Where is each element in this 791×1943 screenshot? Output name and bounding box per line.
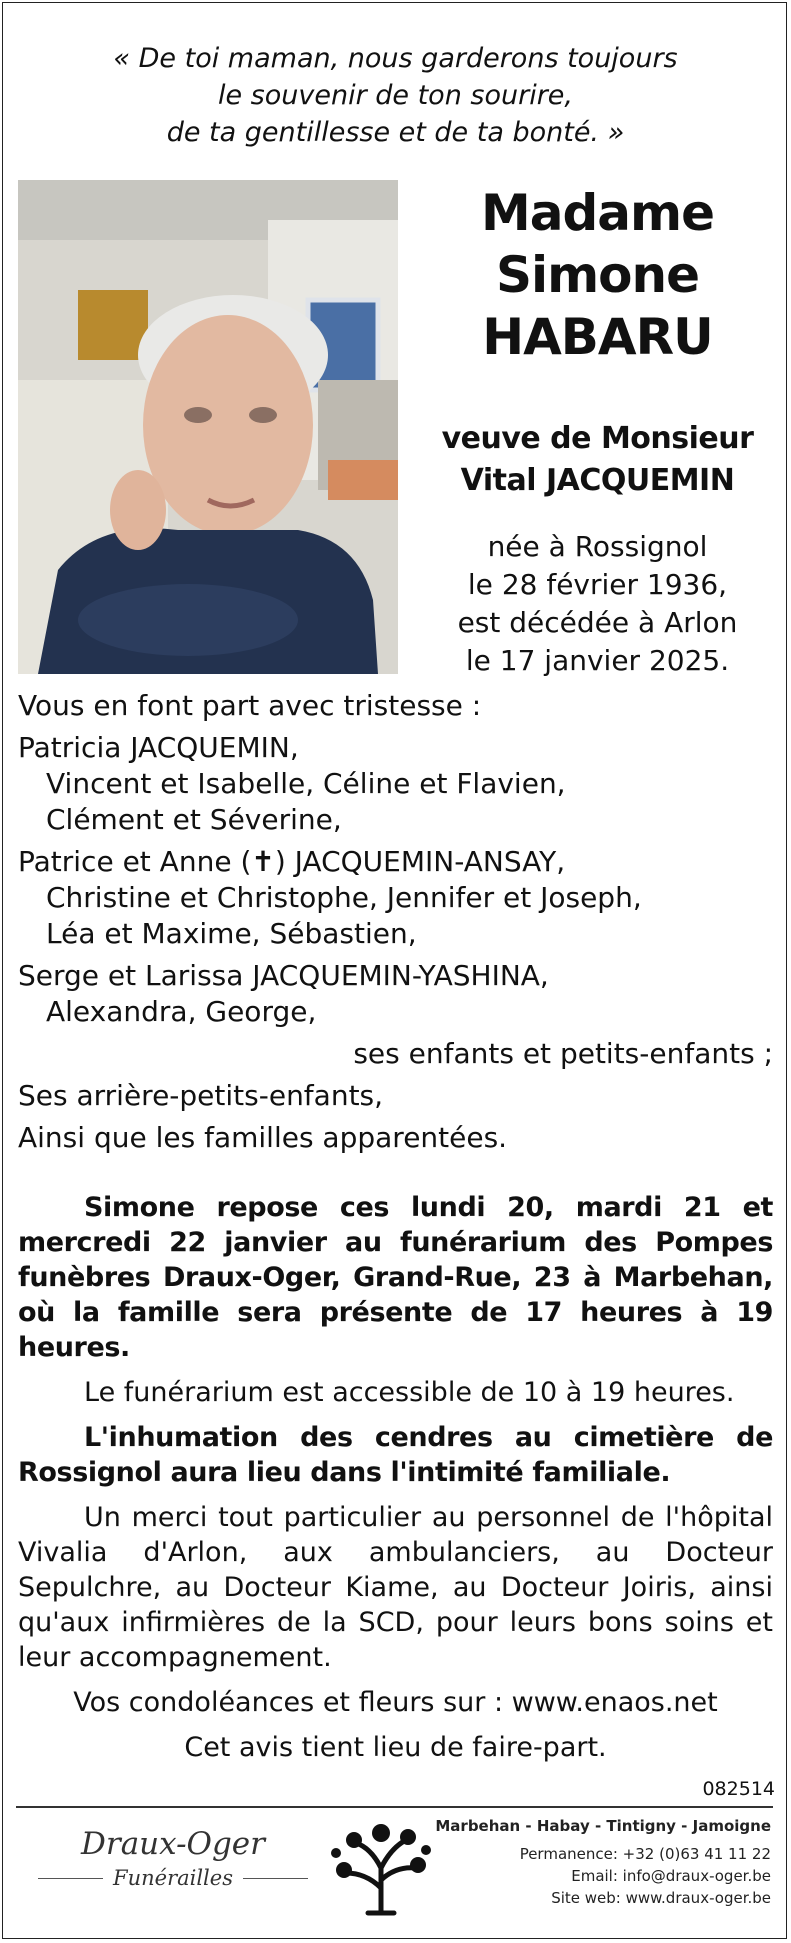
family-line: Serge et Larissa JACQUEMIN-YASHINA,: [18, 959, 549, 992]
family-intro: Vous en font part avec tristesse :: [18, 689, 482, 722]
spouse-line: Vital JACQUEMIN: [460, 463, 735, 498]
death-place: est décédée à Arlon: [457, 606, 738, 639]
quote-line: « De toi maman, nous garderons toujours: [113, 43, 678, 74]
funeral-home-logo: [38, 1826, 308, 1890]
deceased-last-name: HABARU: [482, 308, 713, 366]
reference-number: 082514: [702, 1778, 775, 1800]
family-list: [18, 688, 773, 1156]
family-line: Patrice et Anne (✝) JACQUEMIN-ANSAY,: [18, 845, 566, 878]
email-address: Email: info@draux-oger.be: [571, 1867, 771, 1885]
website-address: Site web: www.draux-oger.be: [551, 1889, 771, 1907]
tree-logo-icon: [326, 1818, 436, 1918]
deceased-first-name: Simone: [495, 246, 700, 304]
logo-rule: [38, 1878, 103, 1879]
notice-paragraphs: [18, 1190, 773, 1775]
family-line: Clément et Séverine,: [46, 803, 342, 836]
birth-death-info: [420, 528, 775, 680]
logo-rule: [243, 1878, 308, 1879]
birth-place: née à Rossignol: [487, 530, 708, 563]
deceased-name: [420, 182, 775, 368]
family-line: Ses arrière-petits-enfants,: [18, 1079, 384, 1112]
portrait-photo: [18, 180, 398, 674]
logo-name: Draux-Oger: [81, 1826, 265, 1862]
family-line: Christine et Christophe, Jennifer et Joseph,: [46, 881, 642, 914]
logo-sub-text: Funérailles: [113, 1866, 233, 1890]
birth-date: le 28 février 1936,: [467, 568, 728, 601]
condolences-line: Vos condoléances et fleurs sur : www.enaos.net: [73, 1687, 718, 1718]
family-line: Léa et Maxime, Sébastien,: [46, 917, 417, 950]
quote-line: de ta gentillesse et de ta bonté. »: [166, 117, 625, 148]
spouse-line: veuve de Monsieur: [441, 421, 754, 456]
footer-divider: [16, 1806, 773, 1808]
family-line: Vincent et Isabelle, Céline et Flavien,: [46, 767, 566, 800]
family-line: Ainsi que les familles apparentées.: [18, 1121, 508, 1154]
logo-subtitle: [38, 1866, 308, 1890]
family-line: Alexandra, George,: [46, 995, 317, 1028]
quote-line: le souvenir de ton sourire,: [217, 80, 573, 111]
thanks-paragraph: Un merci tout particulier au personnel de l'hôpital Vivalia d'Arlon, aux ambulanciers, au Docteur Sepulchre, au Docteur Kiame, au Docteur Joiris, ainsi qu'aux infirmières de la SCD, pour leurs bons soins et leur accompagnement.: [18, 1502, 773, 1673]
family-line: Patricia JACQUEMIN,: [18, 731, 299, 764]
spouse-info: [420, 418, 775, 502]
epitaph-quote: [0, 40, 791, 151]
phone-number: Permanence: +32 (0)63 41 11 22: [519, 1845, 771, 1863]
deceased-title: Madame: [480, 184, 715, 242]
visitation-paragraph: Simone repose ces lundi 20, mardi 21 et mercredi 22 janvier au funérarium des Pompes funèbres Draux-Oger, Grand-Rue, 23 à Marbehan, où la famille sera présente de 17 heures à 19 heures.: [18, 1192, 773, 1363]
funeral-home-contact: [435, 1815, 771, 1909]
faire-part-line: Cet avis tient lieu de faire-part.: [184, 1732, 607, 1763]
death-date: le 17 janvier 2025.: [465, 644, 730, 677]
burial-paragraph: L'inhumation des cendres au cimetière de Rossignol aura lieu dans l'intimité familiale.: [18, 1422, 773, 1488]
family-line: ses enfants et petits-enfants ;: [353, 1037, 773, 1070]
hours-paragraph: Le funérarium est accessible de 10 à 19 heures.: [84, 1377, 735, 1408]
portrait-illustration: [18, 180, 398, 674]
branch-cities: Marbehan - Habay - Tintigny - Jamoigne: [435, 1817, 771, 1835]
